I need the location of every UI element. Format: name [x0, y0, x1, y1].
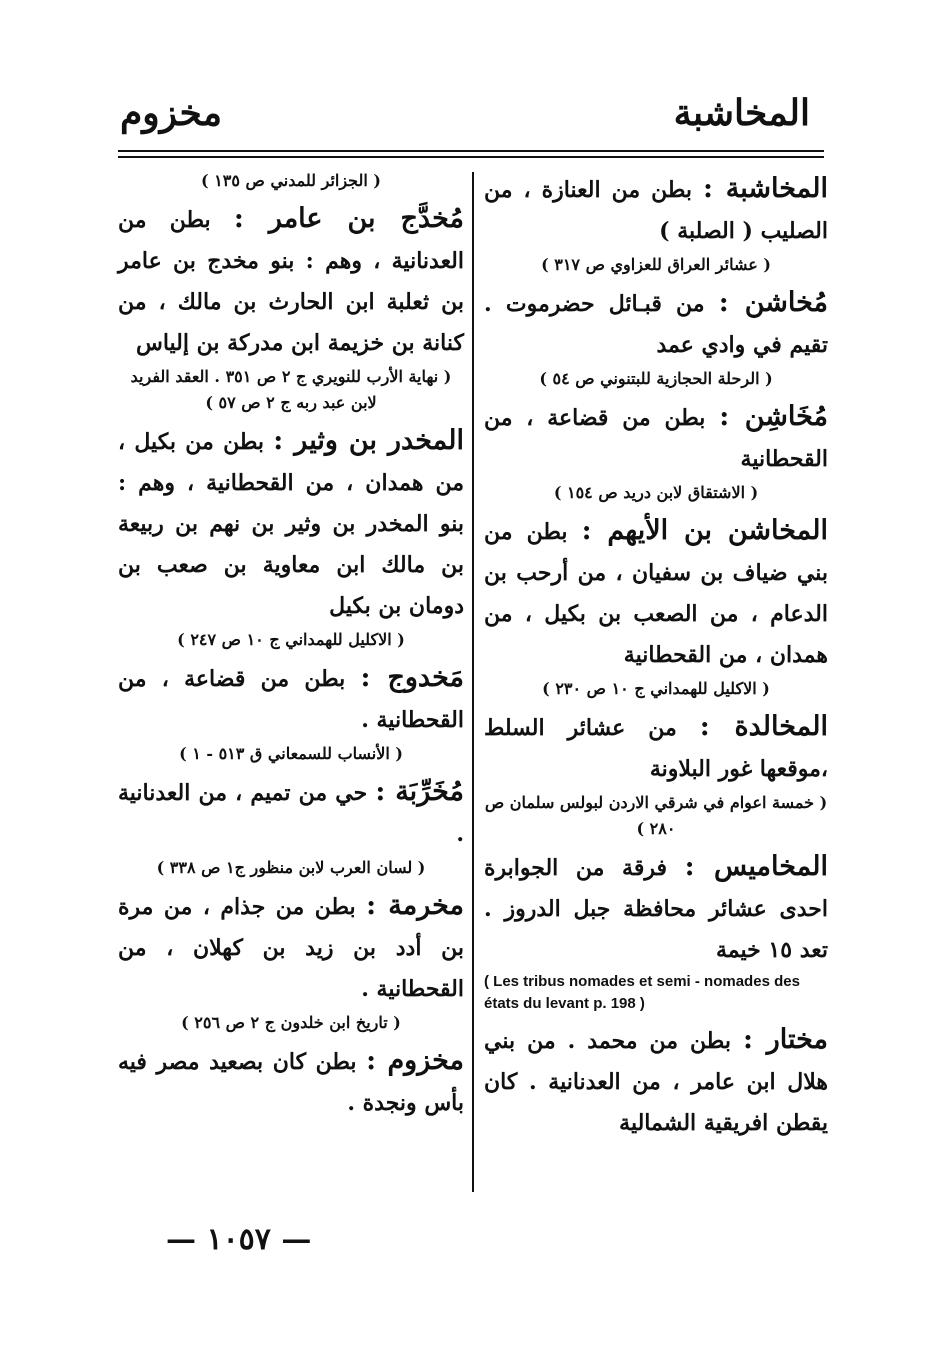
entry-text: من عشائر السلط ،موقعها غور البلاونة — [484, 715, 828, 782]
entry-source: ( عشائر العراق للعزاوي ص ٣١٧ ) — [541, 255, 771, 274]
entry — [484, 168, 828, 278]
entry — [484, 846, 828, 1015]
entry-source: ( الاشتقاق لابن دريد ص ١٥٤ ) — [553, 483, 759, 502]
entry-head: مخرمة : — [366, 890, 464, 921]
entry-text: بطن من بني ضياف بن سفيان ، من أرحب بن الدعام ، من الصعب بن بكيل ، من همدان ، من القحطانية — [484, 519, 828, 668]
entry-head: المخاميس : — [684, 851, 828, 882]
entry-source: ( لسان العرب لابن منظور ج١ ص ٣٣٨ ) — [156, 858, 426, 877]
left-column — [118, 168, 464, 1128]
entry — [118, 198, 464, 416]
entry-head: مُخدَّج بن عامر : — [233, 203, 464, 234]
entry — [118, 771, 464, 881]
header-rule-bottom — [118, 156, 824, 158]
entry — [484, 1019, 828, 1144]
continued-source: ( الجزائر للمدني ص ١٣٥ ) — [201, 171, 381, 190]
entry — [484, 396, 828, 506]
entry-text: حي من تميم ، من العدنانية . — [118, 780, 464, 847]
entry — [484, 706, 828, 842]
entry-head: مختار : — [742, 1024, 828, 1055]
entry-source: ( الأنساب للسمعاني ق ٥١٣ - ١ ) — [179, 744, 403, 763]
entry-source: ( الاكليل للهمداني ج ١٠ ص ٢٤٧ ) — [177, 630, 405, 649]
running-head-left: مخزوم — [120, 92, 223, 134]
entry — [118, 420, 464, 653]
entry-text: بطن كان بصعيد مصر فيه بأس ونجدة . — [118, 1049, 464, 1116]
entry — [118, 1040, 464, 1124]
entry-source-latin: ( Les tribus nomades et semi - nomades des états du levant p. 198 ) — [484, 973, 800, 1012]
entry-text: بطن من قضاعة ، من القحطانية . — [118, 666, 464, 733]
entry-text: بطن من بكيل ، من همدان ، من القحطانية ، وهم : بنو المخدر بن وثير بن نهم بن ربيعة بن مالك ابن معاوية بن صعب بن دومان بن بكيل — [118, 429, 464, 619]
entry-source: ( الرحلة الحجازية للبتنوني ص ٥٤ ) — [539, 369, 773, 388]
entry-text: بطن من قضاعة ، من القحطانية — [484, 405, 828, 472]
entry-text: بطن من محمد . من بني هلال ابن عامر ، من العدنانية . كان يقطن افريقية الشمالية — [484, 1028, 828, 1136]
entry-head: مُخَرِّبَة : — [375, 776, 464, 807]
entry-source: ( خمسة اعوام في شرقي الاردن لبولس سلمان ص ٢٨٠ ) — [484, 793, 828, 838]
entry-head: مَخدوج : — [360, 662, 464, 693]
entry-text: بطن من العدنانية ، وهم : بنو مخدج بن عامر بن ثعلبة ابن الحارث بن مالك ، من كنانة بن خزيمة ابن مدركة بن إلياس — [118, 207, 464, 356]
entry-text: بطن من جذام ، من مرة بن أدد بن زيد بن كهلان ، من القحطانية . — [118, 894, 464, 1002]
entry-source: ( الاكليل للهمداني ج ١٠ ص ٢٣٠ ) — [542, 679, 770, 698]
running-head-right: المخاشبة — [673, 92, 810, 134]
entry-source: ( نهاية الأرب للنويري ج ٢ ص ٣٥١ . العقد الفريد لابن عبد ربه ج ٢ ص ٥٧ ) — [130, 367, 452, 412]
entry-head: المخاشن بن الأيهم : — [581, 515, 829, 546]
entry — [118, 885, 464, 1036]
entry-head: المخاشبة : — [703, 173, 828, 204]
entry — [484, 282, 828, 392]
entry-head: مُخاشن : — [718, 287, 828, 318]
entry-text: فرقة من الجوابرة احدى عشائر محافظة جبل الدروز . تعد ١٥ خيمة — [484, 855, 828, 963]
right-column — [484, 168, 828, 1148]
entry-text: من قبـائل حضرموت . تقيم في وادي عمد — [484, 291, 828, 358]
entry-head: مُخَاشِن : — [719, 401, 828, 432]
page-number: — ١٠٥٧ — — [166, 1222, 312, 1257]
entry — [118, 657, 464, 767]
column-divider — [472, 172, 474, 1192]
entry-head: مخزوم : — [366, 1045, 464, 1076]
entry — [484, 510, 828, 702]
entry-source: ( تاريخ ابن خلدون ج ٢ ص ٢٥٦ ) — [181, 1013, 401, 1032]
entry-head: المخدر بن وثير : — [273, 425, 464, 456]
header-rule-top — [118, 150, 824, 152]
entry-text: بطن من العنازة ، من الصليب ( الصلبة ) — [484, 177, 828, 244]
entry-head: المخالدة : — [699, 711, 828, 742]
